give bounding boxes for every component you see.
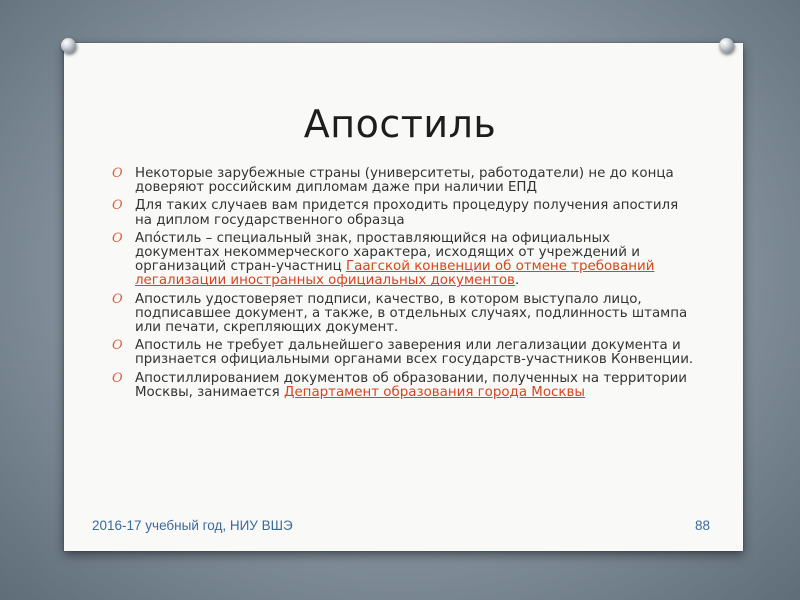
bullet-item (112, 167, 697, 195)
bullet-item (112, 372, 697, 400)
hague-convention-link[interactable]: Гаагской конвенции об отмене требований легализации иностранных официальных документов (135, 259, 655, 289)
page-number: 88 (694, 518, 710, 533)
bullet-item (112, 339, 697, 367)
bullet-text: Апостиль не требует дальнейшего заверения или легализации документа и признается официальными органами всех государств-участников Конвенции. (135, 338, 694, 368)
bullet-marker-icon: O (112, 291, 123, 307)
pushpin-icon (719, 38, 734, 53)
bullet-text: Апостиль удостоверяет подписи, качество, в котором выступало лицо, подписавшее документ, а также, в отдельных случаях, подлинность штампа или печати, скрепляющих документ. (135, 291, 688, 336)
bullet-marker-icon: O (112, 338, 123, 354)
bullet-text: Апостиллированием документов об образовании, полученных на территории Москвы, занимается (135, 370, 687, 400)
bullet-marker-icon: O (112, 230, 123, 246)
bullet-text: Некоторые зарубежные страны (университеты, работодатели) не до конца доверяют российским дипломам даже при наличии ЕПД (135, 166, 674, 196)
moscow-education-department-link[interactable]: Департамент образования города Москвы (283, 384, 585, 400)
bullet-text: Апо́стиль – специальный знак, проставляющийся на официальных документах некоммерческого характера, исходящих от учреждений и организаций стран-участниц (135, 230, 640, 275)
bullet-list (112, 167, 697, 404)
bullet-text: Для таких случаев вам придется проходить процедуру получения апостиля на диплом государственного образца (135, 198, 679, 228)
bullet-item (112, 232, 697, 289)
footer-academic-year: 2016-17 учебный год, НИУ ВШЭ (92, 518, 293, 533)
bullet-marker-icon: O (112, 370, 123, 386)
pushpin-icon (61, 38, 76, 53)
bullet-item (112, 293, 697, 336)
slide-title: Апостиль (303, 102, 497, 146)
bullet-text-end: . (514, 273, 520, 289)
bullet-item (112, 199, 697, 227)
bullet-marker-icon: O (112, 198, 123, 214)
bullet-marker-icon: O (112, 166, 123, 181)
